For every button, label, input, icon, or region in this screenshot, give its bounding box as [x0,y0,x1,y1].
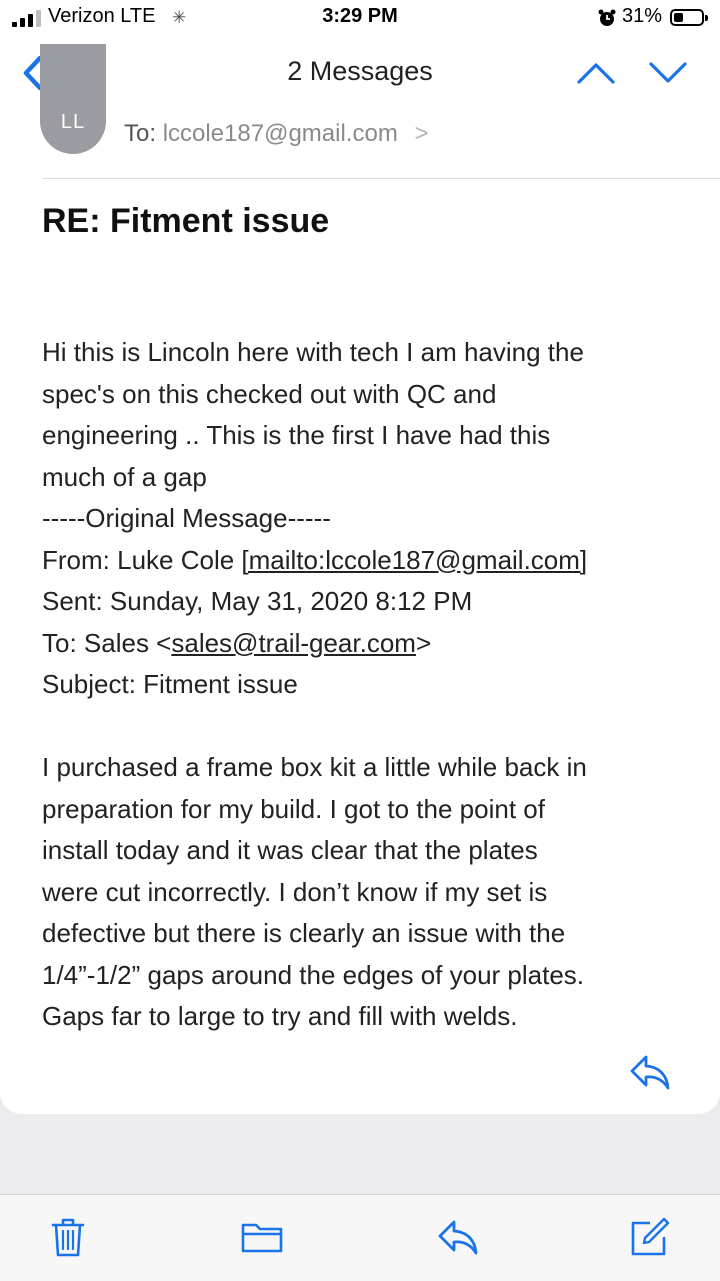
chevron-right-icon: > [414,120,429,147]
body-line: Hi this is Lincoln here with tech I am having the [42,337,584,367]
body-line: 1/4”-1/2” gaps around the edges of your plates. [42,959,585,990]
compose-icon[interactable] [628,1217,670,1259]
original-subject: Subject: Fitment issue [42,669,298,699]
from-mailto-link[interactable]: [mailto:lccole187@gmail.com] [241,544,588,575]
carrier-label: Verizon LTE [48,5,156,27]
message-card [0,112,720,1114]
chevron-down-icon[interactable] [648,60,688,86]
body-line: I purchased a frame box kit a little while back in [42,752,587,782]
battery-icon [670,9,704,26]
original-sent: Sent: Sunday, May 31, 2020 8:12 PM [42,586,473,616]
body-line: Gaps far to large to try and fill with welds. [42,1001,518,1031]
to-suffix: > [415,627,432,658]
battery-percent: 31% [622,5,663,27]
original-from [42,540,692,582]
avatar [40,44,106,154]
original-separator: -----Original Message----- [42,503,331,533]
avatar-initials: LL [60,111,86,133]
body-line: install today and it was clear that the plates [42,835,538,865]
folder-icon[interactable] [240,1217,284,1257]
page-title: 2 Messages [287,56,433,86]
from-prefix: From: Luke Cole [42,544,242,575]
to-prefix: To: Sales < [42,627,172,658]
loading-spinner-icon: ✳ [172,8,187,27]
recipient-line[interactable] [124,120,429,148]
nav-bar [0,36,720,113]
message-body [42,332,692,1038]
body-line: engineering .. This is the first I have had this [42,420,551,450]
body-line: much of a gap [42,461,207,492]
body-line: spec's on this checked out with QC and [42,378,497,409]
status-bar [0,0,720,36]
sales-email-link[interactable]: sales@trail-gear.com [171,627,416,658]
alarm-icon [597,8,617,28]
body-line: preparation for my build. I got to the point of [42,793,545,824]
body-line: defective but there is clearly an issue with the [42,918,566,948]
reply-icon[interactable] [436,1217,480,1257]
trash-icon[interactable] [50,1217,86,1259]
to-label: To: [124,120,157,147]
to-address[interactable]: lccole187@gmail.com [162,120,398,147]
status-time: 3:29 PM [322,5,398,27]
reply-icon[interactable] [628,1052,672,1092]
original-to [42,623,692,665]
body-line: were cut incorrectly. I don’t know if my set is [42,876,548,907]
message-subject: RE: Fitment issue [42,202,330,240]
chevron-up-icon[interactable] [576,60,616,86]
bottom-toolbar [0,1194,720,1281]
divider [42,178,720,179]
